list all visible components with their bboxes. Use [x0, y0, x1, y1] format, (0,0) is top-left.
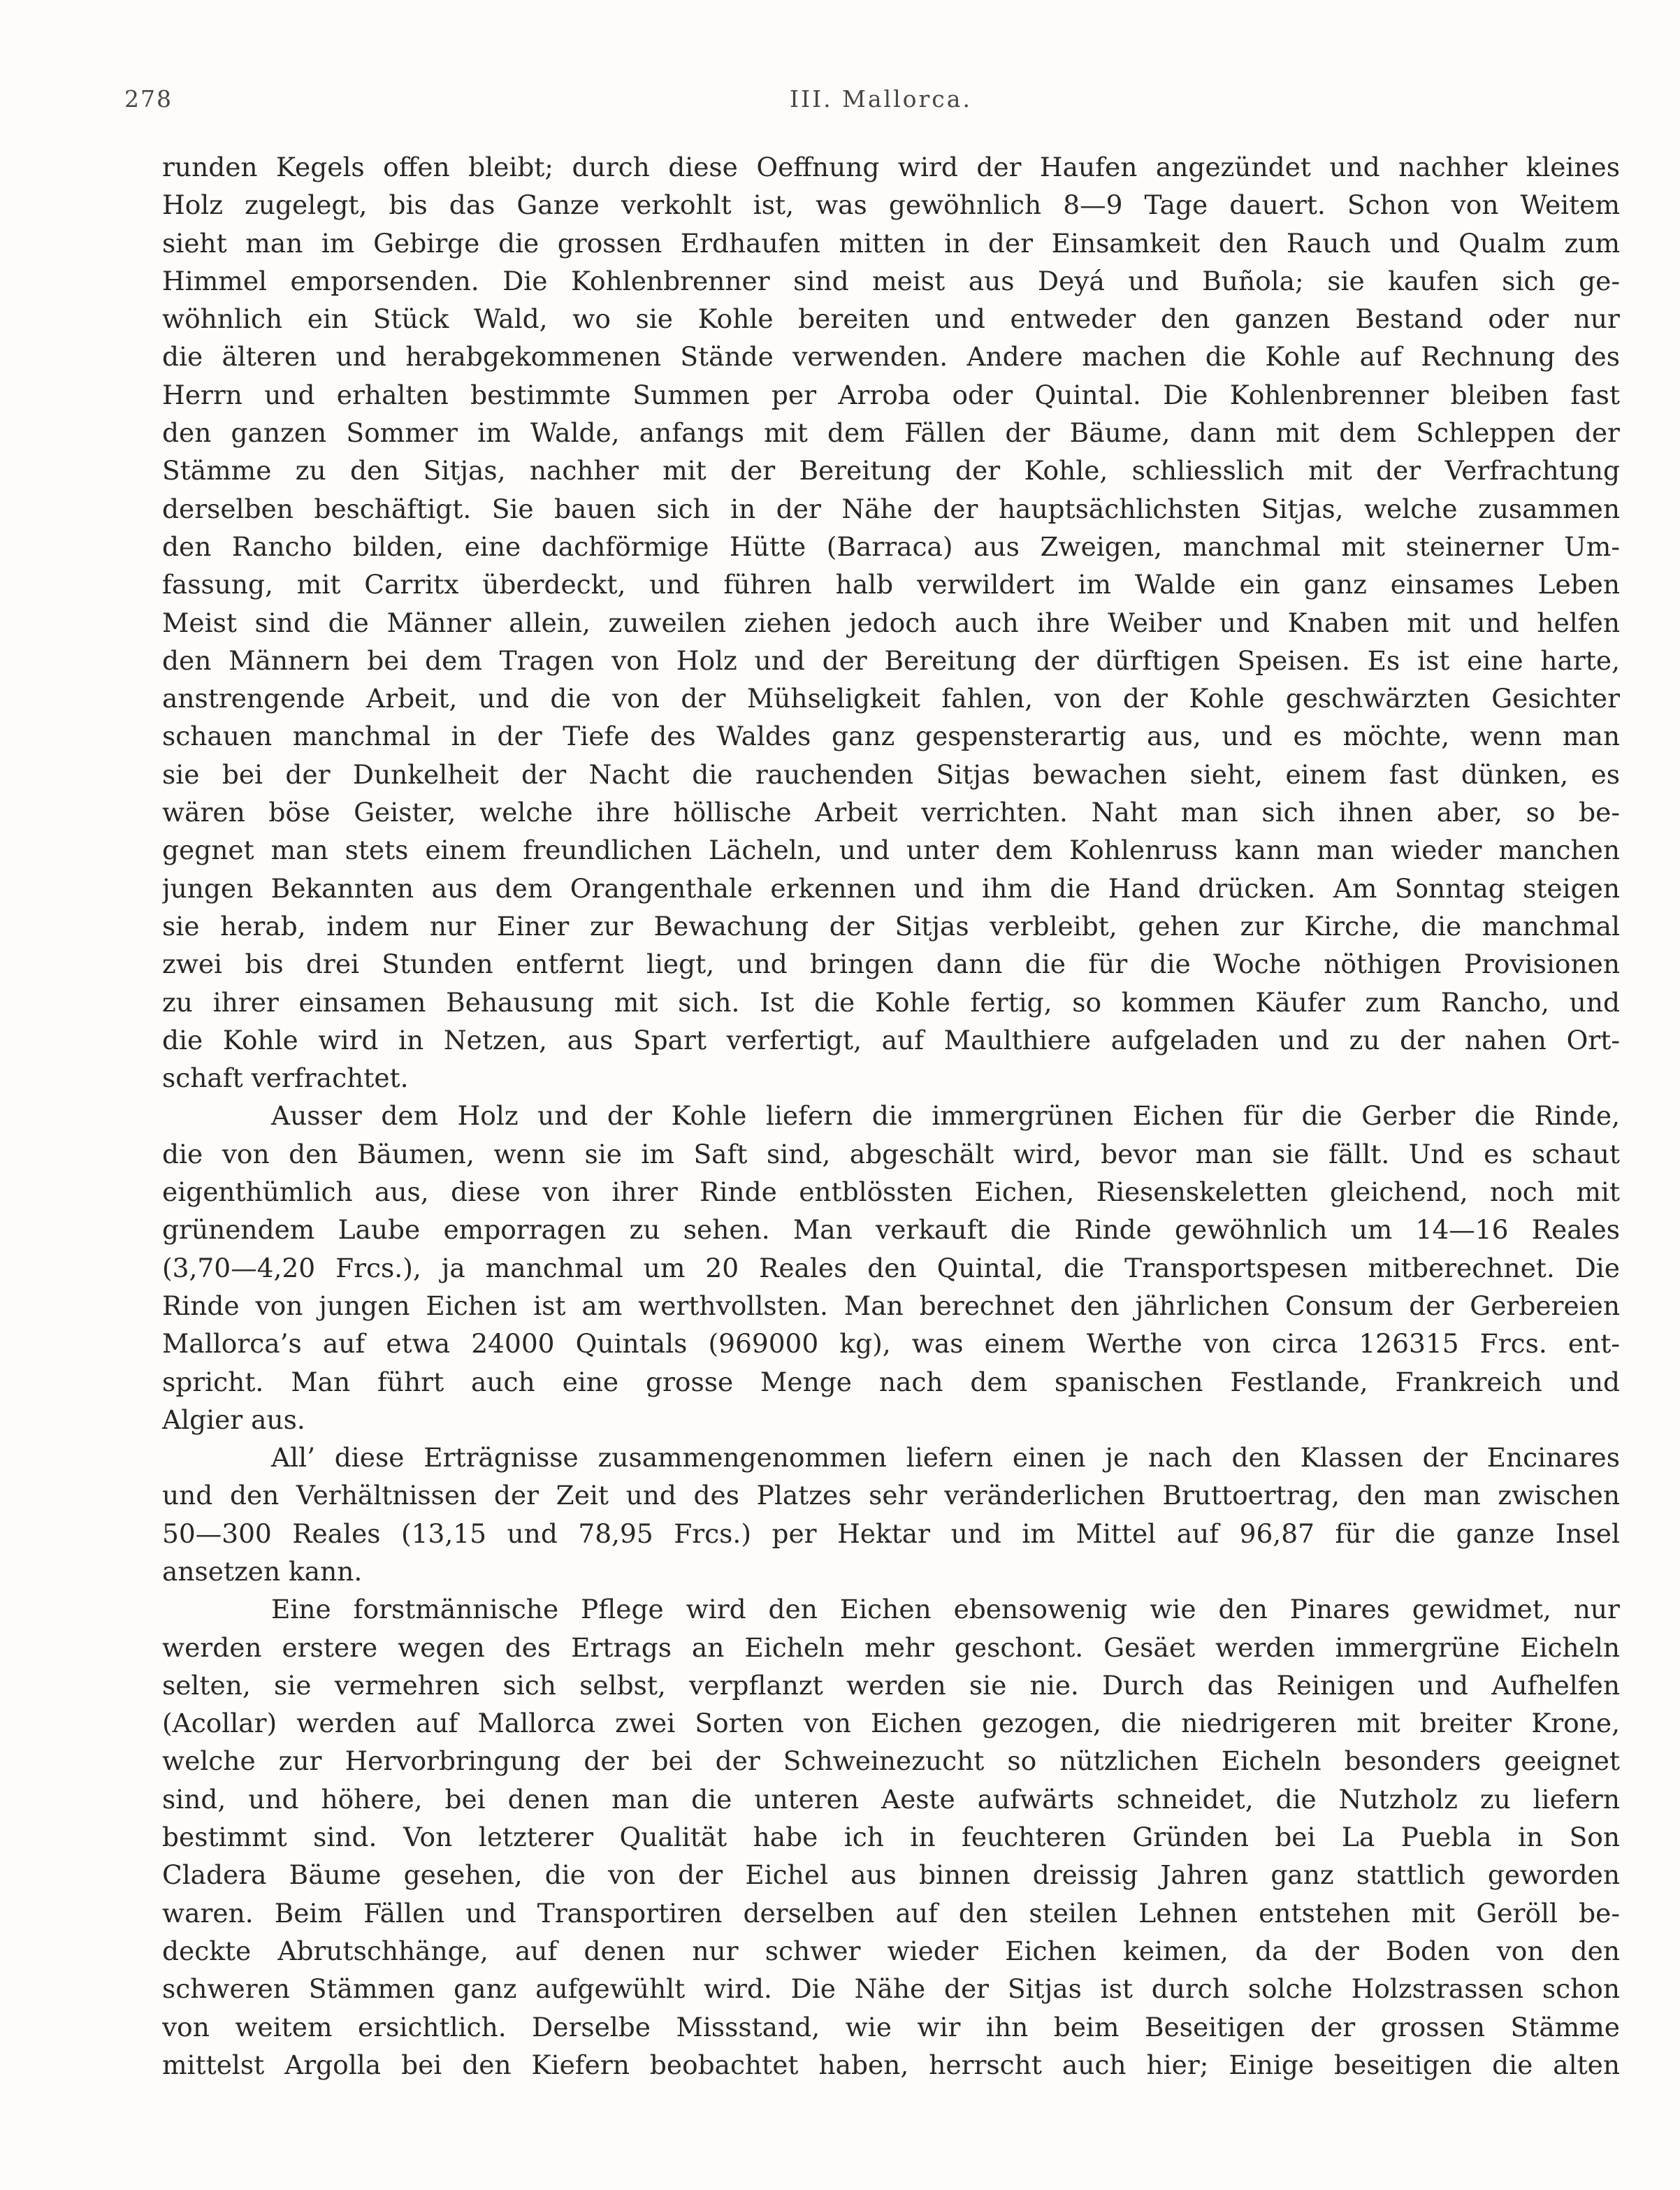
text-line: Herrn und erhalten bestimmte Summen per Arroba oder Quintal. Die Kohlenbrenner bleiben fast [162, 379, 1620, 410]
text-line: Algier aus. [162, 1404, 305, 1435]
text-line: anstrengende Arbeit, und die von der Mühseligkeit fahlen, von der Kohle geschwärzten Gesichter [162, 683, 1620, 714]
text-line: 50—300 Reales (13,15 und 78,95 Frcs.) per Hektar und im Mittel auf 96,87 für die ganze Insel [162, 1518, 1620, 1549]
text-line: sie herab, indem nur Einer zur Bewachung der Sitjas verbleibt, gehen zur Kirche, die manchmal [162, 910, 1620, 942]
text-line: wären böse Geister, welche ihre höllische Arbeit verrichten. Naht man sich ihnen aber, so be- [162, 797, 1620, 828]
text-line: den Männern bei dem Tragen von Holz und der Bereitung der dürftigen Speisen. Es ist eine harte, [162, 644, 1620, 676]
paragraph [162, 148, 1620, 1097]
text-line: Himmel emporsenden. Die Kohlenbrenner sind meist aus Deyá und Buñola; sie kaufen sich ge- [162, 265, 1620, 296]
running-head [0, 85, 1680, 120]
text-line: bestimmt sind. Von letzterer Qualität habe ich in feuchteren Gründen bei La Puebla in Son [162, 1822, 1620, 1853]
text-line: waren. Beim Fällen und Transportiren derselben auf den steilen Lehnen entstehen mit Geröll be- [162, 1897, 1620, 1929]
text-line: (3,70—4,20 Frcs.), ja manchmal um 20 Reales den Quintal, die Transportspesen mitberechnet. Die [162, 1252, 1620, 1283]
text-line: eigenthümlich aus, diese von ihrer Rinde entblössten Eichen, Riesenskeletten gleichend, noch mit [162, 1176, 1620, 1208]
text-line: die von den Bäumen, wenn sie im Saft sind, abgeschält wird, bevor man sie fällt. Und es schaut [162, 1138, 1620, 1169]
text-line: schaft verfrachtet. [162, 1062, 409, 1094]
text-line: Eine forstmännische Pflege wird den Eichen ebensowenig wie den Pinares gewidmet, nur [271, 1594, 1620, 1625]
text-line: All’ diese Erträgnisse zusammengenommen liefern einen je nach den Klassen der Encinares [271, 1442, 1620, 1474]
text-line: Stämme zu den Sitjas, nachher mit der Bereitung der Kohle, schliesslich mit der Verfrachtung [162, 455, 1620, 487]
text-line: (Acollar) werden auf Mallorca zwei Sorten von Eichen gezogen, die niedrigeren mit breiter Krone, [162, 1708, 1620, 1739]
body-text [162, 148, 1620, 2084]
text-line: selten, sie vermehren sich selbst, verpflanzt werden sie nie. Durch das Reinigen und Aufhelfen [162, 1669, 1620, 1701]
text-line: Mallorca’s auf etwa 24000 Quintals (969000 kg), was einem Werthe von circa 126315 Frcs. ent- [162, 1328, 1620, 1360]
running-title: III. Mallorca. [790, 85, 972, 113]
paragraph [162, 1439, 1620, 1590]
text-line: fassung, mit Carritx überdeckt, und führen halb verwildert im Walde ein ganz einsames Leben [162, 569, 1620, 600]
text-line: jungen Bekannten aus dem Orangenthale erkennen und ihm die Hand drücken. Am Sonntag steigen [162, 872, 1620, 904]
text-line: spricht. Man führt auch eine grosse Menge nach dem spanischen Festlande, Frankreich und [162, 1366, 1620, 1397]
text-line: schweren Stämmen ganz aufgewühlt wird. Die Nähe der Sitjas ist durch solche Holzstrassen schon [162, 1973, 1620, 2005]
text-line: Meist sind die Männer allein, zuweilen ziehen jedoch auch ihre Weiber und Knaben mit und helfen [162, 607, 1620, 638]
text-line: die älteren und herabgekommenen Stände verwenden. Andere machen die Kohle auf Rechnung des [162, 341, 1620, 373]
text-line: die Kohle wird in Netzen, aus Spart verfertigt, auf Maulthiere aufgeladen und zu der nahen Ort- [162, 1024, 1620, 1056]
text-line: sind, und höhere, bei denen man die unteren Aeste aufwärts schneidet, die Nutzholz zu liefern [162, 1783, 1620, 1815]
text-line: ansetzen kann. [162, 1555, 363, 1587]
text-line: den ganzen Sommer im Walde, anfangs mit dem Fällen der Bäume, dann mit dem Schleppen der [162, 417, 1620, 449]
text-line: den Rancho bilden, eine dachförmige Hütte (Barraca) aus Zweigen, manchmal mit steinerner Um- [162, 531, 1620, 562]
text-line: sie bei der Dunkelheit der Nacht die rauchenden Sitjas bewachen sieht, einem fast dünken, es [162, 758, 1620, 790]
paragraph [162, 1590, 1620, 2084]
text-line: und den Verhältnissen der Zeit und des Platzes sehr veränderlichen Bruttoertrag, den man zwischen [162, 1480, 1620, 1511]
text-line: von weitem ersichtlich. Derselbe Missstand, wie wir ihn beim Beseitigen der grossen Stämme [162, 2011, 1620, 2043]
text-line: werden erstere wegen des Ertrags an Eicheln mehr geschont. Gesäet werden immergrüne Eicheln [162, 1631, 1620, 1663]
text-line: Rinde von jungen Eichen ist am werthvollsten. Man berechnet den jährlichen Consum der Gerbereien [162, 1290, 1620, 1321]
text-line: zu ihrer einsamen Behausung mit sich. Ist die Kohle fertig, so kommen Käufer zum Rancho, und [162, 986, 1620, 1018]
text-line: wöhnlich ein Stück Wald, wo sie Kohle bereiten und entweder den ganzen Bestand oder nur [162, 303, 1620, 335]
text-line: deckte Abrutschhänge, auf denen nur schwer wieder Eichen keimen, da der Boden von den [162, 1935, 1620, 1966]
text-line: runden Kegels offen bleibt; durch diese Oeffnung wird der Haufen angezündet und nachher kleines [162, 152, 1620, 182]
text-line: Cladera Bäume gesehen, die von der Eichel aus binnen dreissig Jahren ganz stattlich geworden [162, 1859, 1620, 1891]
text-line: derselben beschäftigt. Sie bauen sich in der Nähe der hauptsächlichsten Sitjas, welche zusammen [162, 493, 1620, 524]
text-line: sieht man im Gebirge die grossen Erdhaufen mitten in der Einsamkeit den Rauch und Qualm zum [162, 227, 1620, 259]
text-line: mittelst Argolla bei den Kiefern beobachtet haben, herrscht auch hier; Einige beseitigen die alten [162, 2049, 1620, 2080]
text-line: Holz zugelegt, bis das Ganze verkohlt ist, was gewöhnlich 8—9 Tage dauert. Schon von Weitem [162, 189, 1620, 221]
text-line: grünendem Laube emporragen zu sehen. Man verkauft die Rinde gewöhnlich um 14—16 Reales [162, 1214, 1620, 1246]
paragraph [162, 1097, 1620, 1439]
text-line: gegnet man stets einem freundlichen Lächeln, und unter dem Kohlenruss kann man wieder manchen [162, 835, 1620, 866]
text-line: schauen manchmal in der Tiefe des Waldes ganz gespensterartig aus, und es möchte, wenn man [162, 721, 1620, 752]
text-line: Ausser dem Holz und der Kohle liefern die immergrünen Eichen für die Gerber die Rinde, [271, 1100, 1620, 1132]
text-line: welche zur Hervorbringung der bei der Schweinezucht so nützlichen Eicheln besonders geeignet [162, 1745, 1620, 1777]
page-number: 278 [124, 85, 173, 113]
text-line: zwei bis drei Stunden entfernt liegt, und bringen dann die für die Woche nöthigen Provisionen [162, 949, 1620, 980]
